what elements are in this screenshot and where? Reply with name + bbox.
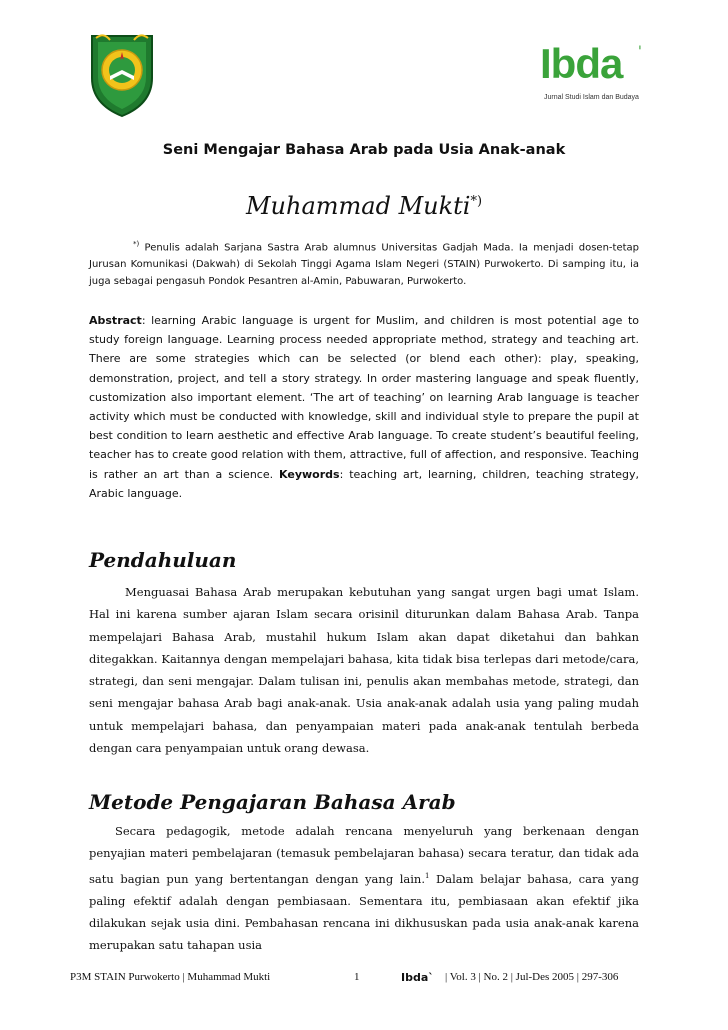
- abstract: [89, 311, 639, 503]
- author-line: [0, 192, 728, 220]
- footer-journal: Ibda`: [401, 971, 434, 984]
- section-paragraph-pendahuluan: [89, 581, 639, 759]
- paragraph-text-b: Dalam belajar bahasa, cara yang paling efektif adalah dengan pembiasaan. Sementara itu, pembiasaan akan efektif jika dilakukan sejak usia dini. Pembahasan rencana ini dikhususkan pada usia anak-anak karena merupakan satu tahapan usia: [89, 871, 639, 953]
- keywords-label: Keywords: [279, 467, 340, 481]
- paragraph-text: Menguasai Bahasa Arab merupakan kebutuhan yang sangat urgen bagi umat Islam. Hal ini karena sumber ajaran Islam secara orisinil diturunkan dalam Bahasa Arab. Tanpa mempelajari Bahasa Arab, mustahil hukum Islam akan dapat diketahui dan bahkan ditegakkan. Kaitannya dengan mempelajari bahasa, kita tidak bisa terlepas dari metode/cara, strategi, dan seni mengajar. Dalam tulisan ini, penulis akan membahas metode, strategi, dan seni mengajar bahasa Arab bagi anak-anak. Usia anak-anak adalah usia yang paling mudah untuk mempelajari bahasa, dan penyampaian materi pada anak-anak tentulah berbeda dengan cara penyampaian untuk orang dewasa.: [89, 585, 639, 756]
- footnote-ref: 1: [425, 871, 430, 880]
- author-note-mark: *): [133, 240, 140, 248]
- logo-tagline: Jurnal Studi Islam dan Budaya: [544, 94, 639, 101]
- ibda-journal-logo: [536, 42, 658, 106]
- page-footer: [70, 971, 660, 985]
- paragraph-text-a: Secara pedagogik, metode adalah rencana menyeluruh yang berkenaan dengan penyajian materi pembelajaran (temasuk pembelajaran bahasa) secara teratur, dan tidak ada satu bagian pun yang bertentangan dengan yang lain.: [89, 824, 639, 886]
- author-name: Muhammad Mukti: [245, 192, 471, 220]
- footer-volume: | Vol. 3 | No. 2 | Jul-Des 2005 | 297-306: [445, 971, 619, 983]
- author-note: [89, 236, 639, 290]
- abstract-label: Abstract: [89, 314, 142, 327]
- section-heading-metode: Metode Pengajaran Bahasa Arab: [89, 790, 456, 814]
- section-heading-pendahuluan: Pendahuluan: [89, 548, 237, 572]
- section-paragraph-metode: [89, 820, 639, 957]
- abstract-text: : learning Arabic language is urgent for Muslim, and children is most potential age to study foreign Ianguage. Learning process needed appropriate method, strategy and teaching art. There are some strategies which can be selected (or blend each other): play, speaking, demonstration, project, and tell a story strategy. In order mastering language and speak fluently, customization also important element. ‘The art of teaching’ on learning Arab Ianguage is teacher activity which must be conducted with knowledge, skill and individual style to prepare the pupil at best condition to learn aesthetic and effective Arab Ianguage. To create student’s beautiful feeling, teacher has to create good relation with them, attractive, full of affection, and responsive. Teaching is rather an art than a science.: [89, 314, 639, 481]
- paper-title: Seni Mengajar Bahasa Arab pada Usia Anak-anak: [162, 142, 566, 158]
- author-note-text: Penulis adalah Sarjana Sastra Arab alumnus Universitas Gadjah Mada. Ia menjadi dosen-tetap Jurusan Komunikasi (Dakwah) di Sekolah Tinggi Agama Islam Negeri (STAIN) Purwokerto. Di samping itu, ia juga sebagai pengasuh Pondok Pesantren al-Amin, Pabuwaran, Purwokerto.: [89, 242, 640, 288]
- logo-wordmark: Ibda: [540, 40, 623, 87]
- footer-publisher: P3M STAIN Purwokerto | Muhammad Mukti: [70, 971, 271, 983]
- page-number: 1: [354, 971, 360, 983]
- keywords-text: : teaching art, learning, children, teaching strategy, Arabic language.: [89, 467, 640, 500]
- logo-mark: ': [638, 44, 642, 60]
- author-mark: *): [470, 194, 483, 209]
- stain-emblem-logo: [86, 30, 158, 120]
